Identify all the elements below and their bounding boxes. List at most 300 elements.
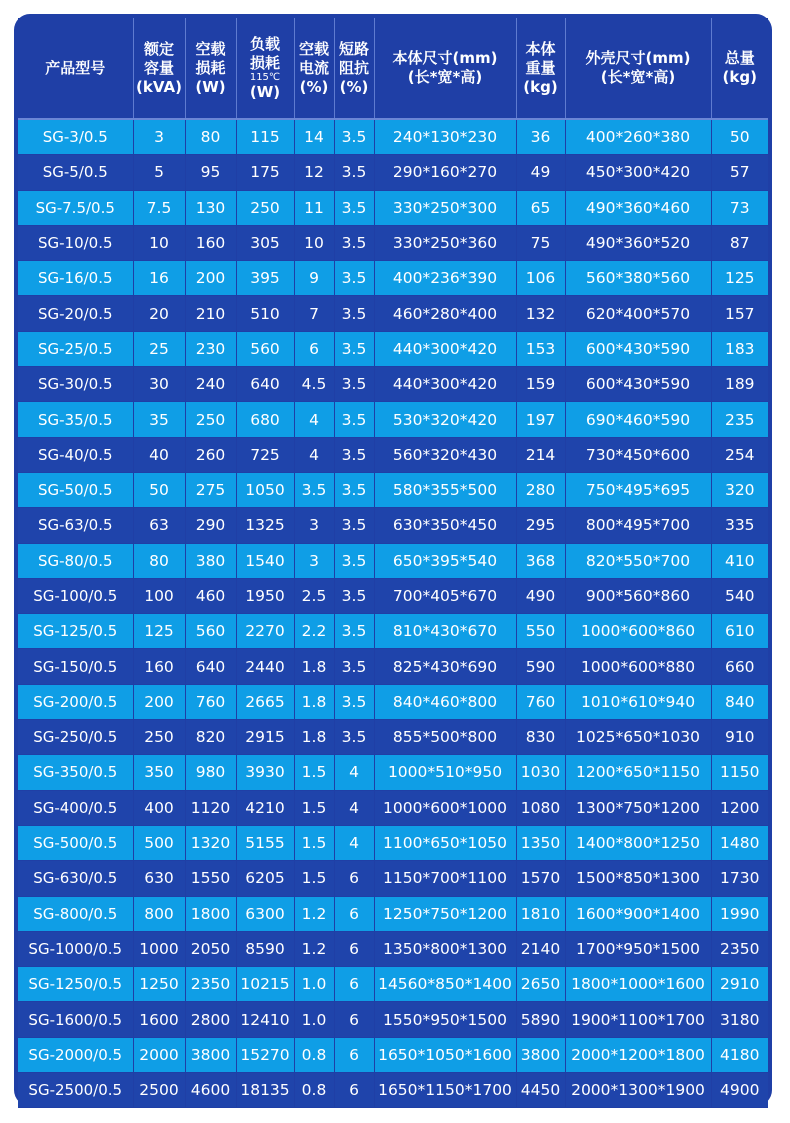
column-header-line: (%) [299, 77, 329, 96]
table-cell-body-weight: 106 [516, 261, 565, 296]
column-header-line: 短路 [338, 39, 369, 58]
table-cell-no-load-loss: 760 [185, 684, 236, 719]
table-cell-body-weight: 830 [516, 720, 565, 755]
table-cell-no-load-current: 2.2 [294, 614, 334, 649]
table-cell-case-dimensions: 1200*650*1150 [565, 755, 711, 790]
column-header-line: 损耗 [249, 53, 280, 72]
table-cell-short-circuit-impedance: 3.5 [334, 331, 374, 366]
column-header-line: 阻抗 [338, 58, 369, 77]
column-header-line: 115℃ [249, 71, 281, 83]
table-cell-total-weight: 1990 [711, 896, 768, 931]
table-cell-no-load-loss: 2800 [185, 1002, 236, 1037]
table-cell-body-dimensions: 330*250*360 [374, 225, 516, 260]
table-cell-model: SG-3/0.5 [18, 119, 133, 155]
table-cell-body-weight: 197 [516, 402, 565, 437]
table-cell-capacity: 1000 [133, 931, 185, 966]
table-cell-short-circuit-impedance: 3.5 [334, 261, 374, 296]
column-header-line: (W) [249, 82, 281, 101]
table-cell-model: SG-2000/0.5 [18, 1037, 133, 1072]
table-cell-load-loss: 6300 [236, 896, 294, 931]
table-cell-model: SG-40/0.5 [18, 437, 133, 472]
table-row [18, 155, 768, 190]
table-cell-short-circuit-impedance: 6 [334, 896, 374, 931]
table-row [18, 225, 768, 260]
table-row [18, 296, 768, 331]
table-cell-body-weight: 1810 [516, 896, 565, 931]
table-cell-capacity: 125 [133, 614, 185, 649]
table-cell-load-loss: 2270 [236, 614, 294, 649]
table-cell-body-dimensions: 400*236*390 [374, 261, 516, 296]
table-header-row [18, 18, 768, 119]
table-cell-case-dimensions: 2000*1300*1900 [565, 1073, 711, 1108]
table-cell-no-load-current: 1.5 [294, 755, 334, 790]
table-cell-case-dimensions: 1600*900*1400 [565, 896, 711, 931]
table-cell-short-circuit-impedance: 6 [334, 1002, 374, 1037]
table-cell-body-weight: 49 [516, 155, 565, 190]
column-header-short-circuit-impedance [334, 18, 374, 119]
column-header-line: 空载 [298, 39, 329, 58]
column-header-line: 重量 [525, 58, 556, 77]
table-cell-model: SG-1000/0.5 [18, 931, 133, 966]
table-cell-body-weight: 1350 [516, 825, 565, 860]
table-cell-capacity: 2000 [133, 1037, 185, 1072]
table-cell-no-load-current: 1.2 [294, 896, 334, 931]
table-cell-model: SG-400/0.5 [18, 790, 133, 825]
table-cell-load-loss: 15270 [236, 1037, 294, 1072]
table-cell-total-weight: 183 [711, 331, 768, 366]
column-header-line: (长*宽*高) [600, 68, 676, 86]
table-cell-no-load-loss: 230 [185, 331, 236, 366]
table-cell-load-loss: 510 [236, 296, 294, 331]
table-cell-body-dimensions: 1150*700*1100 [374, 861, 516, 896]
table-cell-body-dimensions: 810*430*670 [374, 614, 516, 649]
column-header-line: (kVA) [136, 77, 182, 96]
table-cell-load-loss: 1050 [236, 472, 294, 507]
table-cell-no-load-current: 3.5 [294, 472, 334, 507]
column-header-total-weight [711, 18, 768, 119]
table-cell-total-weight: 335 [711, 508, 768, 543]
table-cell-no-load-loss: 380 [185, 543, 236, 578]
table-cell-short-circuit-impedance: 6 [334, 967, 374, 1002]
table-row [18, 967, 768, 1002]
table-cell-no-load-loss: 210 [185, 296, 236, 331]
table-cell-capacity: 630 [133, 861, 185, 896]
table-cell-model: SG-35/0.5 [18, 402, 133, 437]
table-cell-load-loss: 5155 [236, 825, 294, 860]
column-header-line: 产品型号 [45, 58, 106, 77]
table-cell-model: SG-20/0.5 [18, 296, 133, 331]
table-cell-body-weight: 295 [516, 508, 565, 543]
table-cell-total-weight: 2910 [711, 967, 768, 1002]
table-cell-short-circuit-impedance: 4 [334, 790, 374, 825]
table-cell-no-load-loss: 250 [185, 402, 236, 437]
table-cell-body-weight: 159 [516, 367, 565, 402]
column-header-line: 本体尺寸(mm) [392, 49, 498, 67]
table-cell-case-dimensions: 1700*950*1500 [565, 931, 711, 966]
table-cell-model: SG-30/0.5 [18, 367, 133, 402]
table-cell-load-loss: 18135 [236, 1073, 294, 1108]
table-cell-no-load-loss: 4600 [185, 1073, 236, 1108]
table-cell-load-loss: 175 [236, 155, 294, 190]
table-cell-body-dimensions: 1650*1050*1600 [374, 1037, 516, 1072]
table-cell-model: SG-5/0.5 [18, 155, 133, 190]
table-cell-short-circuit-impedance: 3.5 [334, 402, 374, 437]
table-cell-capacity: 800 [133, 896, 185, 931]
table-cell-load-loss: 2440 [236, 649, 294, 684]
table-cell-no-load-loss: 640 [185, 649, 236, 684]
table-cell-no-load-loss: 240 [185, 367, 236, 402]
table-cell-no-load-current: 0.8 [294, 1037, 334, 1072]
table-cell-body-dimensions: 825*430*690 [374, 649, 516, 684]
table-cell-capacity: 80 [133, 543, 185, 578]
table-cell-total-weight: 157 [711, 296, 768, 331]
table-cell-short-circuit-impedance: 3.5 [334, 225, 374, 260]
table-cell-no-load-current: 1.5 [294, 861, 334, 896]
table-cell-capacity: 7.5 [133, 190, 185, 225]
table-cell-case-dimensions: 730*450*600 [565, 437, 711, 472]
table-cell-case-dimensions: 820*550*700 [565, 543, 711, 578]
table-cell-no-load-loss: 2050 [185, 931, 236, 966]
table-row [18, 437, 768, 472]
table-cell-total-weight: 3180 [711, 1002, 768, 1037]
table-cell-total-weight: 610 [711, 614, 768, 649]
table-cell-capacity: 100 [133, 578, 185, 613]
table-cell-capacity: 200 [133, 684, 185, 719]
table-cell-case-dimensions: 1000*600*860 [565, 614, 711, 649]
column-header-line: 电流 [298, 58, 329, 77]
table-cell-no-load-loss: 560 [185, 614, 236, 649]
table-row [18, 543, 768, 578]
table-row [18, 825, 768, 860]
table-cell-body-weight: 760 [516, 684, 565, 719]
table-cell-case-dimensions: 1025*650*1030 [565, 720, 711, 755]
table-cell-body-dimensions: 440*300*420 [374, 367, 516, 402]
table-cell-short-circuit-impedance: 3.5 [334, 119, 374, 155]
table-cell-model: SG-150/0.5 [18, 649, 133, 684]
table-cell-capacity: 50 [133, 472, 185, 507]
table-cell-load-loss: 2665 [236, 684, 294, 719]
table-cell-total-weight: 254 [711, 437, 768, 472]
table-cell-total-weight: 1730 [711, 861, 768, 896]
table-cell-total-weight: 4180 [711, 1037, 768, 1072]
table-cell-no-load-current: 1.8 [294, 649, 334, 684]
table-cell-model: SG-25/0.5 [18, 331, 133, 366]
table-row [18, 119, 768, 155]
table-row [18, 1073, 768, 1108]
table-cell-no-load-current: 12 [294, 155, 334, 190]
table-cell-model: SG-250/0.5 [18, 720, 133, 755]
table-cell-body-weight: 4450 [516, 1073, 565, 1108]
table-cell-load-loss: 640 [236, 367, 294, 402]
table-cell-model: SG-7.5/0.5 [18, 190, 133, 225]
table-row [18, 331, 768, 366]
table-cell-short-circuit-impedance: 4 [334, 755, 374, 790]
table-cell-no-load-loss: 1800 [185, 896, 236, 931]
table-cell-short-circuit-impedance: 3.5 [334, 684, 374, 719]
column-header-line: (长*宽*高) [407, 68, 483, 86]
table-cell-short-circuit-impedance: 3.5 [334, 649, 374, 684]
table-row [18, 261, 768, 296]
table-cell-body-dimensions: 440*300*420 [374, 331, 516, 366]
table-cell-case-dimensions: 2000*1200*1800 [565, 1037, 711, 1072]
table-cell-total-weight: 840 [711, 684, 768, 719]
table-cell-no-load-current: 1.8 [294, 720, 334, 755]
column-header-line: 空载 [195, 39, 226, 58]
table-cell-body-weight: 550 [516, 614, 565, 649]
table-cell-capacity: 16 [133, 261, 185, 296]
table-cell-body-weight: 280 [516, 472, 565, 507]
table-cell-case-dimensions: 690*460*590 [565, 402, 711, 437]
table-cell-capacity: 160 [133, 649, 185, 684]
table-row [18, 684, 768, 719]
table-cell-case-dimensions: 1010*610*940 [565, 684, 711, 719]
column-header-line: (kg) [523, 77, 558, 96]
table-cell-body-dimensions: 14560*850*1400 [374, 967, 516, 1002]
table-cell-model: SG-500/0.5 [18, 825, 133, 860]
table-cell-model: SG-200/0.5 [18, 684, 133, 719]
table-cell-no-load-loss: 1120 [185, 790, 236, 825]
column-header-capacity [133, 18, 185, 119]
table-row [18, 1002, 768, 1037]
table-cell-load-loss: 1540 [236, 543, 294, 578]
table-body [18, 119, 768, 1108]
table-cell-no-load-loss: 1550 [185, 861, 236, 896]
table-cell-body-weight: 36 [516, 119, 565, 155]
table-cell-total-weight: 125 [711, 261, 768, 296]
table-cell-model: SG-16/0.5 [18, 261, 133, 296]
table-cell-short-circuit-impedance: 3.5 [334, 720, 374, 755]
table-row [18, 896, 768, 931]
column-header-no-load-loss [185, 18, 236, 119]
table-row [18, 367, 768, 402]
table-cell-capacity: 40 [133, 437, 185, 472]
table-cell-no-load-current: 1.0 [294, 967, 334, 1002]
table-cell-no-load-loss: 260 [185, 437, 236, 472]
table-cell-case-dimensions: 750*495*695 [565, 472, 711, 507]
table-cell-load-loss: 12410 [236, 1002, 294, 1037]
table-cell-no-load-loss: 275 [185, 472, 236, 507]
table-cell-no-load-loss: 130 [185, 190, 236, 225]
table-cell-body-dimensions: 1250*750*1200 [374, 896, 516, 931]
table-cell-no-load-current: 10 [294, 225, 334, 260]
table-cell-capacity: 500 [133, 825, 185, 860]
table-cell-case-dimensions: 560*380*560 [565, 261, 711, 296]
table-cell-body-weight: 214 [516, 437, 565, 472]
table-cell-no-load-current: 1.5 [294, 825, 334, 860]
table-cell-capacity: 1250 [133, 967, 185, 1002]
table-cell-short-circuit-impedance: 3.5 [334, 578, 374, 613]
table-row [18, 649, 768, 684]
table-cell-total-weight: 73 [711, 190, 768, 225]
column-header-line: (W) [195, 77, 226, 96]
table-cell-body-dimensions: 1000*510*950 [374, 755, 516, 790]
column-header-line: (kg) [722, 68, 757, 86]
table-cell-no-load-current: 6 [294, 331, 334, 366]
table-cell-body-dimensions: 460*280*400 [374, 296, 516, 331]
table-cell-case-dimensions: 1300*750*1200 [565, 790, 711, 825]
table-cell-short-circuit-impedance: 3.5 [334, 367, 374, 402]
table-cell-total-weight: 1200 [711, 790, 768, 825]
table-row [18, 578, 768, 613]
table-cell-load-loss: 3930 [236, 755, 294, 790]
table-cell-no-load-current: 3 [294, 508, 334, 543]
table-cell-body-dimensions: 630*350*450 [374, 508, 516, 543]
table-cell-no-load-current: 0.8 [294, 1073, 334, 1108]
table-cell-body-dimensions: 530*320*420 [374, 402, 516, 437]
table-cell-load-loss: 1325 [236, 508, 294, 543]
table-cell-load-loss: 250 [236, 190, 294, 225]
table-cell-case-dimensions: 1800*1000*1600 [565, 967, 711, 1002]
table-cell-short-circuit-impedance: 3.5 [334, 614, 374, 649]
table-cell-no-load-loss: 95 [185, 155, 236, 190]
spec-table-frame [14, 14, 772, 1106]
table-cell-body-weight: 5890 [516, 1002, 565, 1037]
table-cell-capacity: 20 [133, 296, 185, 331]
table-row [18, 402, 768, 437]
table-cell-load-loss: 2915 [236, 720, 294, 755]
table-cell-load-loss: 680 [236, 402, 294, 437]
table-cell-total-weight: 320 [711, 472, 768, 507]
table-cell-short-circuit-impedance: 3.5 [334, 508, 374, 543]
table-cell-case-dimensions: 490*360*460 [565, 190, 711, 225]
table-cell-capacity: 35 [133, 402, 185, 437]
column-header-load-loss [236, 18, 294, 119]
table-cell-total-weight: 189 [711, 367, 768, 402]
column-header-body-weight [516, 18, 565, 119]
table-cell-body-dimensions: 855*500*800 [374, 720, 516, 755]
table-cell-model: SG-63/0.5 [18, 508, 133, 543]
table-cell-short-circuit-impedance: 6 [334, 861, 374, 896]
table-cell-case-dimensions: 400*260*380 [565, 119, 711, 155]
table-cell-body-dimensions: 240*130*230 [374, 119, 516, 155]
table-cell-total-weight: 57 [711, 155, 768, 190]
table-cell-body-weight: 1080 [516, 790, 565, 825]
table-cell-case-dimensions: 600*430*590 [565, 331, 711, 366]
column-header-model [18, 18, 133, 119]
table-cell-model: SG-800/0.5 [18, 896, 133, 931]
table-cell-body-dimensions: 1100*650*1050 [374, 825, 516, 860]
table-row [18, 861, 768, 896]
table-cell-body-dimensions: 1550*950*1500 [374, 1002, 516, 1037]
table-cell-short-circuit-impedance: 3.5 [334, 190, 374, 225]
table-cell-load-loss: 6205 [236, 861, 294, 896]
table-cell-body-dimensions: 1000*600*1000 [374, 790, 516, 825]
table-cell-total-weight: 87 [711, 225, 768, 260]
table-cell-capacity: 10 [133, 225, 185, 260]
table-cell-body-dimensions: 700*405*670 [374, 578, 516, 613]
table-cell-case-dimensions: 1000*600*880 [565, 649, 711, 684]
spec-table [18, 18, 768, 1108]
table-cell-short-circuit-impedance: 6 [334, 1073, 374, 1108]
table-cell-body-dimensions: 580*355*500 [374, 472, 516, 507]
table-cell-load-loss: 395 [236, 261, 294, 296]
table-cell-body-weight: 75 [516, 225, 565, 260]
column-header-line: 容量 [143, 58, 174, 77]
table-cell-no-load-loss: 80 [185, 119, 236, 155]
table-cell-body-weight: 490 [516, 578, 565, 613]
table-cell-body-dimensions: 290*160*270 [374, 155, 516, 190]
table-cell-load-loss: 4210 [236, 790, 294, 825]
table-cell-no-load-current: 1.2 [294, 931, 334, 966]
table-cell-capacity: 30 [133, 367, 185, 402]
table-cell-model: SG-50/0.5 [18, 472, 133, 507]
table-cell-body-weight: 1030 [516, 755, 565, 790]
column-header-line: 损耗 [195, 58, 226, 77]
table-cell-case-dimensions: 620*400*570 [565, 296, 711, 331]
table-cell-load-loss: 8590 [236, 931, 294, 966]
table-cell-short-circuit-impedance: 4 [334, 825, 374, 860]
column-header-line: 外壳尺寸(mm) [585, 49, 691, 67]
table-cell-total-weight: 660 [711, 649, 768, 684]
table-cell-load-loss: 1950 [236, 578, 294, 613]
table-cell-no-load-loss: 460 [185, 578, 236, 613]
table-cell-no-load-loss: 820 [185, 720, 236, 755]
table-cell-model: SG-100/0.5 [18, 578, 133, 613]
table-cell-short-circuit-impedance: 3.5 [334, 296, 374, 331]
table-cell-body-weight: 590 [516, 649, 565, 684]
table-cell-no-load-current: 1.5 [294, 790, 334, 825]
table-cell-total-weight: 50 [711, 119, 768, 155]
table-cell-short-circuit-impedance: 6 [334, 931, 374, 966]
table-cell-case-dimensions: 450*300*420 [565, 155, 711, 190]
column-header-line: (%) [339, 77, 369, 96]
table-row [18, 190, 768, 225]
table-cell-body-dimensions: 1650*1150*1700 [374, 1073, 516, 1108]
table-cell-load-loss: 725 [236, 437, 294, 472]
table-cell-body-weight: 153 [516, 331, 565, 366]
column-header-case-dimensions [565, 18, 711, 119]
table-cell-no-load-current: 11 [294, 190, 334, 225]
table-cell-body-dimensions: 1350*800*1300 [374, 931, 516, 966]
table-cell-load-loss: 560 [236, 331, 294, 366]
table-row [18, 614, 768, 649]
table-cell-no-load-current: 4.5 [294, 367, 334, 402]
table-cell-no-load-loss: 980 [185, 755, 236, 790]
column-header-line: 负载 [249, 34, 280, 53]
table-row [18, 508, 768, 543]
table-cell-capacity: 2500 [133, 1073, 185, 1108]
table-cell-body-weight: 132 [516, 296, 565, 331]
table-row [18, 472, 768, 507]
table-cell-no-load-current: 7 [294, 296, 334, 331]
table-cell-model: SG-2500/0.5 [18, 1073, 133, 1108]
table-cell-case-dimensions: 1400*800*1250 [565, 825, 711, 860]
table-cell-capacity: 350 [133, 755, 185, 790]
table-cell-case-dimensions: 1500*850*1300 [565, 861, 711, 896]
table-cell-case-dimensions: 490*360*520 [565, 225, 711, 260]
table-row [18, 1037, 768, 1072]
table-cell-case-dimensions: 900*560*860 [565, 578, 711, 613]
table-cell-total-weight: 1150 [711, 755, 768, 790]
table-cell-body-dimensions: 560*320*430 [374, 437, 516, 472]
table-cell-body-dimensions: 330*250*300 [374, 190, 516, 225]
table-cell-case-dimensions: 800*495*700 [565, 508, 711, 543]
column-header-no-load-current [294, 18, 334, 119]
table-cell-capacity: 250 [133, 720, 185, 755]
table-cell-no-load-current: 14 [294, 119, 334, 155]
table-cell-load-loss: 305 [236, 225, 294, 260]
table-cell-no-load-loss: 200 [185, 261, 236, 296]
column-header-line: 本体 [525, 39, 556, 58]
table-cell-model: SG-80/0.5 [18, 543, 133, 578]
table-cell-model: SG-630/0.5 [18, 861, 133, 896]
table-cell-body-weight: 2140 [516, 931, 565, 966]
table-cell-body-dimensions: 650*395*540 [374, 543, 516, 578]
table-cell-short-circuit-impedance: 3.5 [334, 437, 374, 472]
column-header-body-dimensions [374, 18, 516, 119]
table-cell-no-load-current: 9 [294, 261, 334, 296]
table-cell-short-circuit-impedance: 3.5 [334, 155, 374, 190]
